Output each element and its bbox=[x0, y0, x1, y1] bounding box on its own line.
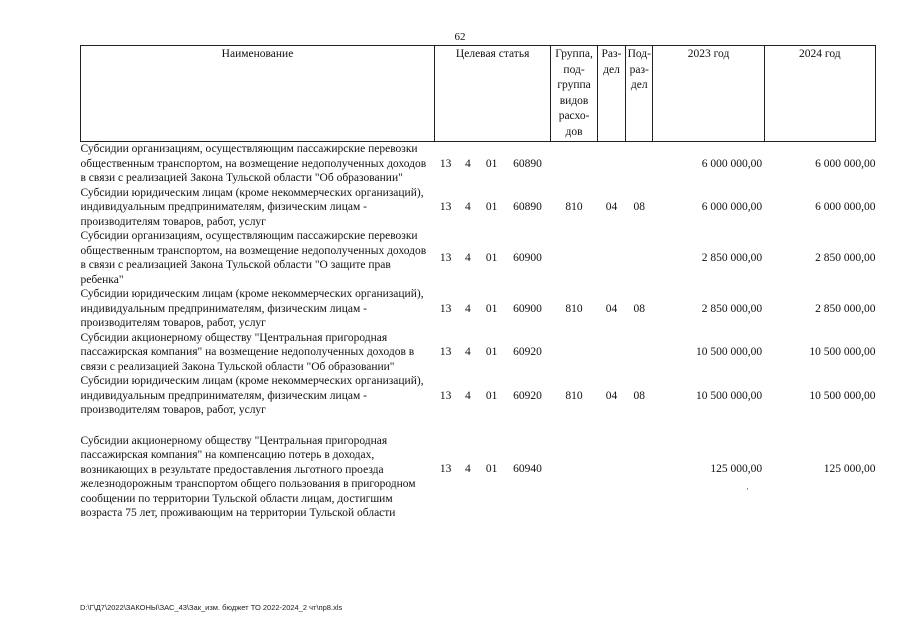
header-year-2024: 2024 год bbox=[764, 46, 875, 142]
row-section bbox=[597, 418, 625, 521]
header-group bbox=[551, 46, 598, 142]
row-section bbox=[597, 331, 625, 375]
header-section-line: дел bbox=[603, 63, 620, 76]
row-target-3: 01 bbox=[485, 251, 498, 264]
row-amount-2023: 2 850 000,00 bbox=[701, 251, 763, 264]
row-target-4: 60920 bbox=[513, 389, 542, 402]
row-group bbox=[551, 229, 598, 287]
row-group bbox=[551, 142, 598, 186]
row-section bbox=[597, 142, 625, 186]
header-name: Наименование bbox=[81, 46, 435, 142]
row-subsection: 08 bbox=[633, 389, 646, 402]
row-amount-2023: 6 000 000,00 bbox=[701, 157, 763, 170]
row-amount-2024: 2 850 000,00 bbox=[815, 251, 876, 264]
row-group: 810 bbox=[565, 389, 583, 402]
table-row bbox=[81, 418, 876, 521]
row-amount-2023: 2 850 000,00 bbox=[701, 302, 763, 315]
row-target-3: 01 bbox=[485, 302, 498, 315]
file-path-footer: D:\Г\Д7\2022\ЗАКОНЫ\ЗАС_43\Зак_изм. бюджет ТО 2022-2024_2 чт\пр8.xls bbox=[80, 603, 343, 612]
row-target-2: 4 bbox=[465, 251, 471, 264]
row-target-4: 60900 bbox=[513, 302, 542, 315]
row-target-2: 4 bbox=[465, 302, 471, 315]
row-target-2: 4 bbox=[465, 346, 471, 358]
row-target-4: 60890 bbox=[513, 157, 542, 170]
row-name: Субсидии организациям, осуществляющим пассажирские перевозки общественным транспортом, на возмещение недополученных доходов в связи с реализацией Закона Тульской области "Об образовании" bbox=[80, 143, 427, 184]
row-amount-2023: 10 500 000,00 bbox=[696, 346, 763, 358]
row-amount-2024: 6 000 000,00 bbox=[815, 157, 876, 170]
table-row bbox=[81, 287, 876, 331]
row-amount-2024: 125 000,00 bbox=[823, 462, 876, 475]
row-target-1: 13 bbox=[439, 346, 452, 358]
row-subsection bbox=[626, 229, 653, 287]
row-target-2: 4 bbox=[465, 157, 471, 170]
header-section bbox=[597, 46, 625, 142]
row-target-4: 60890 bbox=[513, 201, 542, 213]
row-group bbox=[551, 418, 598, 521]
row-target-3: 01 bbox=[485, 462, 498, 475]
table-header-row bbox=[81, 46, 876, 142]
row-target-4: 60900 bbox=[513, 251, 542, 264]
row-target-1: 13 bbox=[439, 251, 452, 264]
header-subsection-line: раз- bbox=[629, 63, 649, 76]
header-subsection bbox=[626, 46, 653, 142]
row-amount-2023: 6 000 000,00 bbox=[701, 201, 763, 213]
row-target-1: 13 bbox=[439, 201, 452, 213]
table-row bbox=[81, 331, 876, 375]
row-group bbox=[551, 331, 598, 375]
row-target-1: 13 bbox=[439, 302, 452, 315]
scan-mark: · bbox=[746, 484, 749, 494]
row-amount-2023: 125 000,00 bbox=[710, 462, 763, 475]
row-amount-2023: 10 500 000,00 bbox=[696, 389, 763, 402]
page-number: 62 bbox=[454, 31, 466, 43]
row-amount-2024: 6 000 000,00 bbox=[815, 201, 876, 213]
budget-table bbox=[80, 45, 876, 521]
header-group-line: дов bbox=[565, 125, 583, 138]
row-target-3: 01 bbox=[485, 389, 498, 402]
row-target-2: 4 bbox=[465, 389, 471, 402]
row-subsection bbox=[626, 331, 653, 375]
row-name: Субсидии юридическим лицам (кроме некоммерческих организаций), индивидуальным предпринимателям, физическим лицам - производителям товаров, работ, услуг bbox=[80, 288, 424, 329]
row-section: 04 bbox=[605, 201, 618, 213]
table-row bbox=[81, 229, 876, 287]
header-subsection-line: Под- bbox=[627, 48, 651, 60]
row-group: 810 bbox=[565, 201, 583, 213]
row-section: 04 bbox=[605, 389, 618, 402]
row-section: 04 bbox=[605, 302, 618, 315]
row-target-1: 13 bbox=[439, 462, 452, 475]
row-name: Субсидии акционерному обществу "Центральная пригородная пассажирская компания" на компенсацию потерь в доходах, возникающих в результате предоставления льготного проезда железнодорожным транспортом общего пользования в пригородном сообщении по территории Тульской области лицам, достигшим возраста 75 лет, проживающим на территории Тульской области bbox=[80, 434, 416, 519]
header-section-line: Раз- bbox=[601, 48, 622, 60]
header-group-line: под- bbox=[563, 63, 585, 76]
row-subsection bbox=[626, 418, 653, 521]
row-name: Субсидии акционерному обществу "Центральная пригородная пассажирская компания" на возмещение недополученных доходов в связи с реализацией Закона Тульской области "Об образовании" bbox=[80, 331, 415, 373]
row-target-3: 01 bbox=[485, 157, 498, 170]
header-group-line: расхо- bbox=[558, 110, 590, 122]
header-year-2023: 2023 год bbox=[653, 46, 764, 142]
header-group-line: группа bbox=[557, 79, 591, 91]
row-target-4: 60940 bbox=[513, 462, 542, 475]
row-subsection bbox=[626, 142, 653, 186]
row-group: 810 bbox=[565, 302, 583, 315]
row-target-3: 01 bbox=[485, 346, 498, 358]
row-name: Субсидии юридическим лицам (кроме некоммерческих организаций), индивидуальным предпринимателям, физическим лицам - производителям товаров, работ, услуг bbox=[80, 375, 424, 416]
header-group-line: Группа, bbox=[555, 48, 593, 60]
row-amount-2024: 2 850 000,00 bbox=[815, 302, 876, 315]
row-target-2: 4 bbox=[465, 201, 471, 213]
header-subsection-line: дел bbox=[630, 79, 648, 91]
table-row bbox=[81, 186, 876, 230]
row-target-2: 4 bbox=[465, 462, 471, 475]
table-row bbox=[81, 142, 876, 186]
row-subsection: 08 bbox=[633, 201, 646, 213]
header-target: Целевая статья bbox=[435, 46, 551, 142]
row-target-4: 60920 bbox=[513, 346, 542, 358]
row-amount-2024: 10 500 000,00 bbox=[809, 389, 876, 402]
row-name: Субсидии организациям, осуществляющим пассажирские перевозки общественным транспортом, на возмещение недополученных доходов в связи с реализацией Закона Тульской области "О защите прав ребенка" bbox=[80, 230, 427, 286]
table-row bbox=[81, 374, 876, 418]
row-section bbox=[597, 229, 625, 287]
row-target-1: 13 bbox=[439, 389, 452, 402]
row-amount-2024: 10 500 000,00 bbox=[809, 346, 876, 358]
row-subsection: 08 bbox=[633, 302, 646, 315]
row-name: Субсидии юридическим лицам (кроме некоммерческих организаций), индивидуальным предпринимателям, физическим лицам - производителям товаров, работ, услуг bbox=[80, 186, 424, 228]
header-group-line: видов bbox=[559, 94, 589, 107]
row-target-1: 13 bbox=[439, 157, 452, 170]
row-target-3: 01 bbox=[485, 201, 498, 213]
